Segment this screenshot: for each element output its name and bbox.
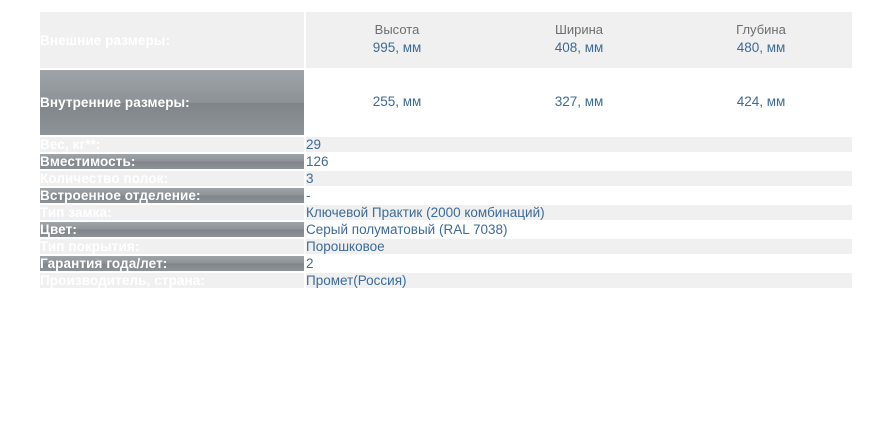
row-value-color: Серый полуматовый (RAL 7038) — [305, 221, 852, 238]
row-label-shelves: Количество полок: — [40, 170, 305, 187]
row-label-coating-type: Тип покрытия: — [40, 238, 305, 255]
table-row-lock-type — [40, 204, 852, 221]
dimension-header-height: Высота — [374, 22, 420, 37]
row-label-manufacturer: Производитель, страна: — [40, 272, 305, 289]
dimension-height-outer — [306, 15, 488, 65]
table-row-manufacturer — [40, 272, 852, 289]
row-value-manufacturer: Промет(Россия) — [305, 272, 852, 289]
dimension-value-width-inner: 327, мм — [554, 94, 604, 109]
dimension-header-depth: Глубина — [736, 22, 786, 37]
row-label-weight: Вес, кг**: — [40, 136, 305, 153]
table-row-coating-type — [40, 238, 852, 255]
dimension-depth-inner — [670, 70, 852, 135]
row-label-inner-dimensions: Внутренние размеры: — [40, 69, 305, 136]
row-value-coating-type: Порошковое — [305, 238, 852, 255]
row-label-color: Цвет: — [40, 221, 305, 238]
dimension-height-inner — [306, 70, 488, 135]
row-value-builtin-compartment: - — [305, 187, 852, 204]
row-value-capacity: 126 — [305, 153, 852, 170]
row-label-lock-type: Тип замка: — [40, 204, 305, 221]
dimension-width-inner — [488, 70, 670, 135]
row-value-weight: 29 — [305, 136, 852, 153]
dimension-header-width: Ширина — [554, 22, 604, 37]
row-value-shelves: 3 — [305, 170, 852, 187]
dimension-depth-outer — [670, 15, 852, 65]
table-row-warranty — [40, 255, 852, 272]
row-label-outer-dimensions: Внешние размеры: — [40, 12, 305, 69]
table-row-shelves — [40, 170, 852, 187]
table-row-outer-dimensions — [40, 12, 852, 69]
row-label-warranty: Гарантия года/лет: — [40, 255, 305, 272]
dimension-value-depth-inner: 424, мм — [736, 94, 786, 109]
row-label-builtin-compartment: Встроенное отделение: — [40, 187, 305, 204]
table-row-color — [40, 221, 852, 238]
table-row-weight — [40, 136, 852, 153]
row-value-outer-dimensions — [305, 12, 852, 69]
row-label-capacity: Вместимость: — [40, 153, 305, 170]
row-value-inner-dimensions — [305, 69, 852, 136]
dimension-value-width-outer: 408, мм — [554, 40, 604, 55]
table-row-capacity — [40, 153, 852, 170]
dimension-width-outer — [488, 15, 670, 65]
dimension-group-inner — [306, 70, 852, 135]
dimension-value-height-inner: 255, мм — [372, 94, 422, 109]
dimension-value-depth-outer: 480, мм — [736, 40, 786, 55]
row-value-warranty: 2 — [305, 255, 852, 272]
row-value-lock-type: Ключевой Практик (2000 комбинаций) — [305, 204, 852, 221]
dimension-value-height-outer: 995, мм — [372, 40, 422, 55]
table-row-inner-dimensions — [40, 69, 852, 136]
dimension-group-outer — [306, 15, 852, 65]
specifications-table — [40, 12, 852, 290]
table-row-builtin-compartment — [40, 187, 852, 204]
